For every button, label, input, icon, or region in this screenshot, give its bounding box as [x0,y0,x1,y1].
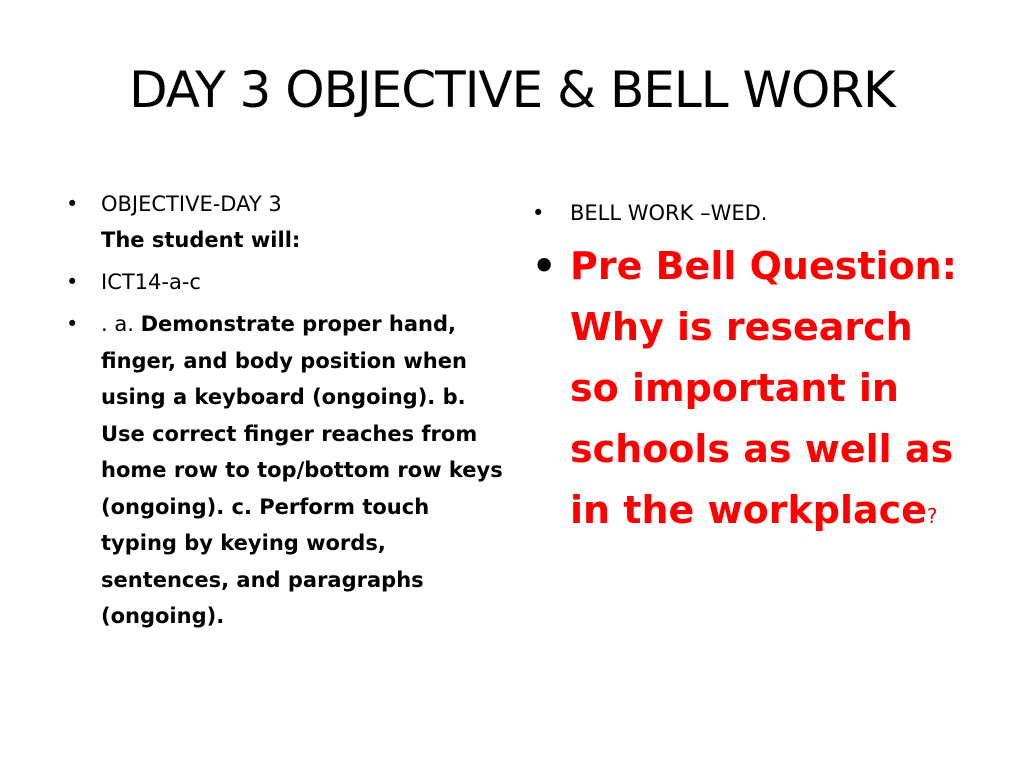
slide-title: DAY 3 OBJECTIVE & BELL WORK [129,61,895,119]
bullet-icon: • [66,270,79,294]
bullet-icon: • [66,192,79,216]
question-text: Pre Bell Question: Why is research so important in schools as well as in the workplace [570,244,957,532]
list-item-standard [66,264,506,300]
bullet-icon: • [532,201,545,225]
question-mark: ? [926,504,938,528]
standard-code: ICT14-a-c [101,270,201,294]
details-text: Demonstrate proper hand, finger, and body position when using a keyboard (ongoing). b. Use correct finger reaches from home row to top/bottom row keys (ongoing). c. Perform touch typing by keying words, sentences, and paragraphs (ongoing). [101,312,503,628]
list-item-details [66,306,506,635]
list-item-objective [66,186,506,258]
details-prefix: . a. [101,312,141,336]
objective-list [66,186,506,641]
bell-work-list [532,196,972,547]
objective-title: OBJECTIVE-DAY 3 [101,192,282,216]
objective-subtitle: The student will: [101,228,301,252]
list-item-bell-work [532,196,972,230]
bullet-icon: • [66,312,79,336]
bell-work-label: BELL WORK –WED. [570,201,768,225]
bullet-icon: • [532,244,557,288]
list-item-question [532,236,972,547]
